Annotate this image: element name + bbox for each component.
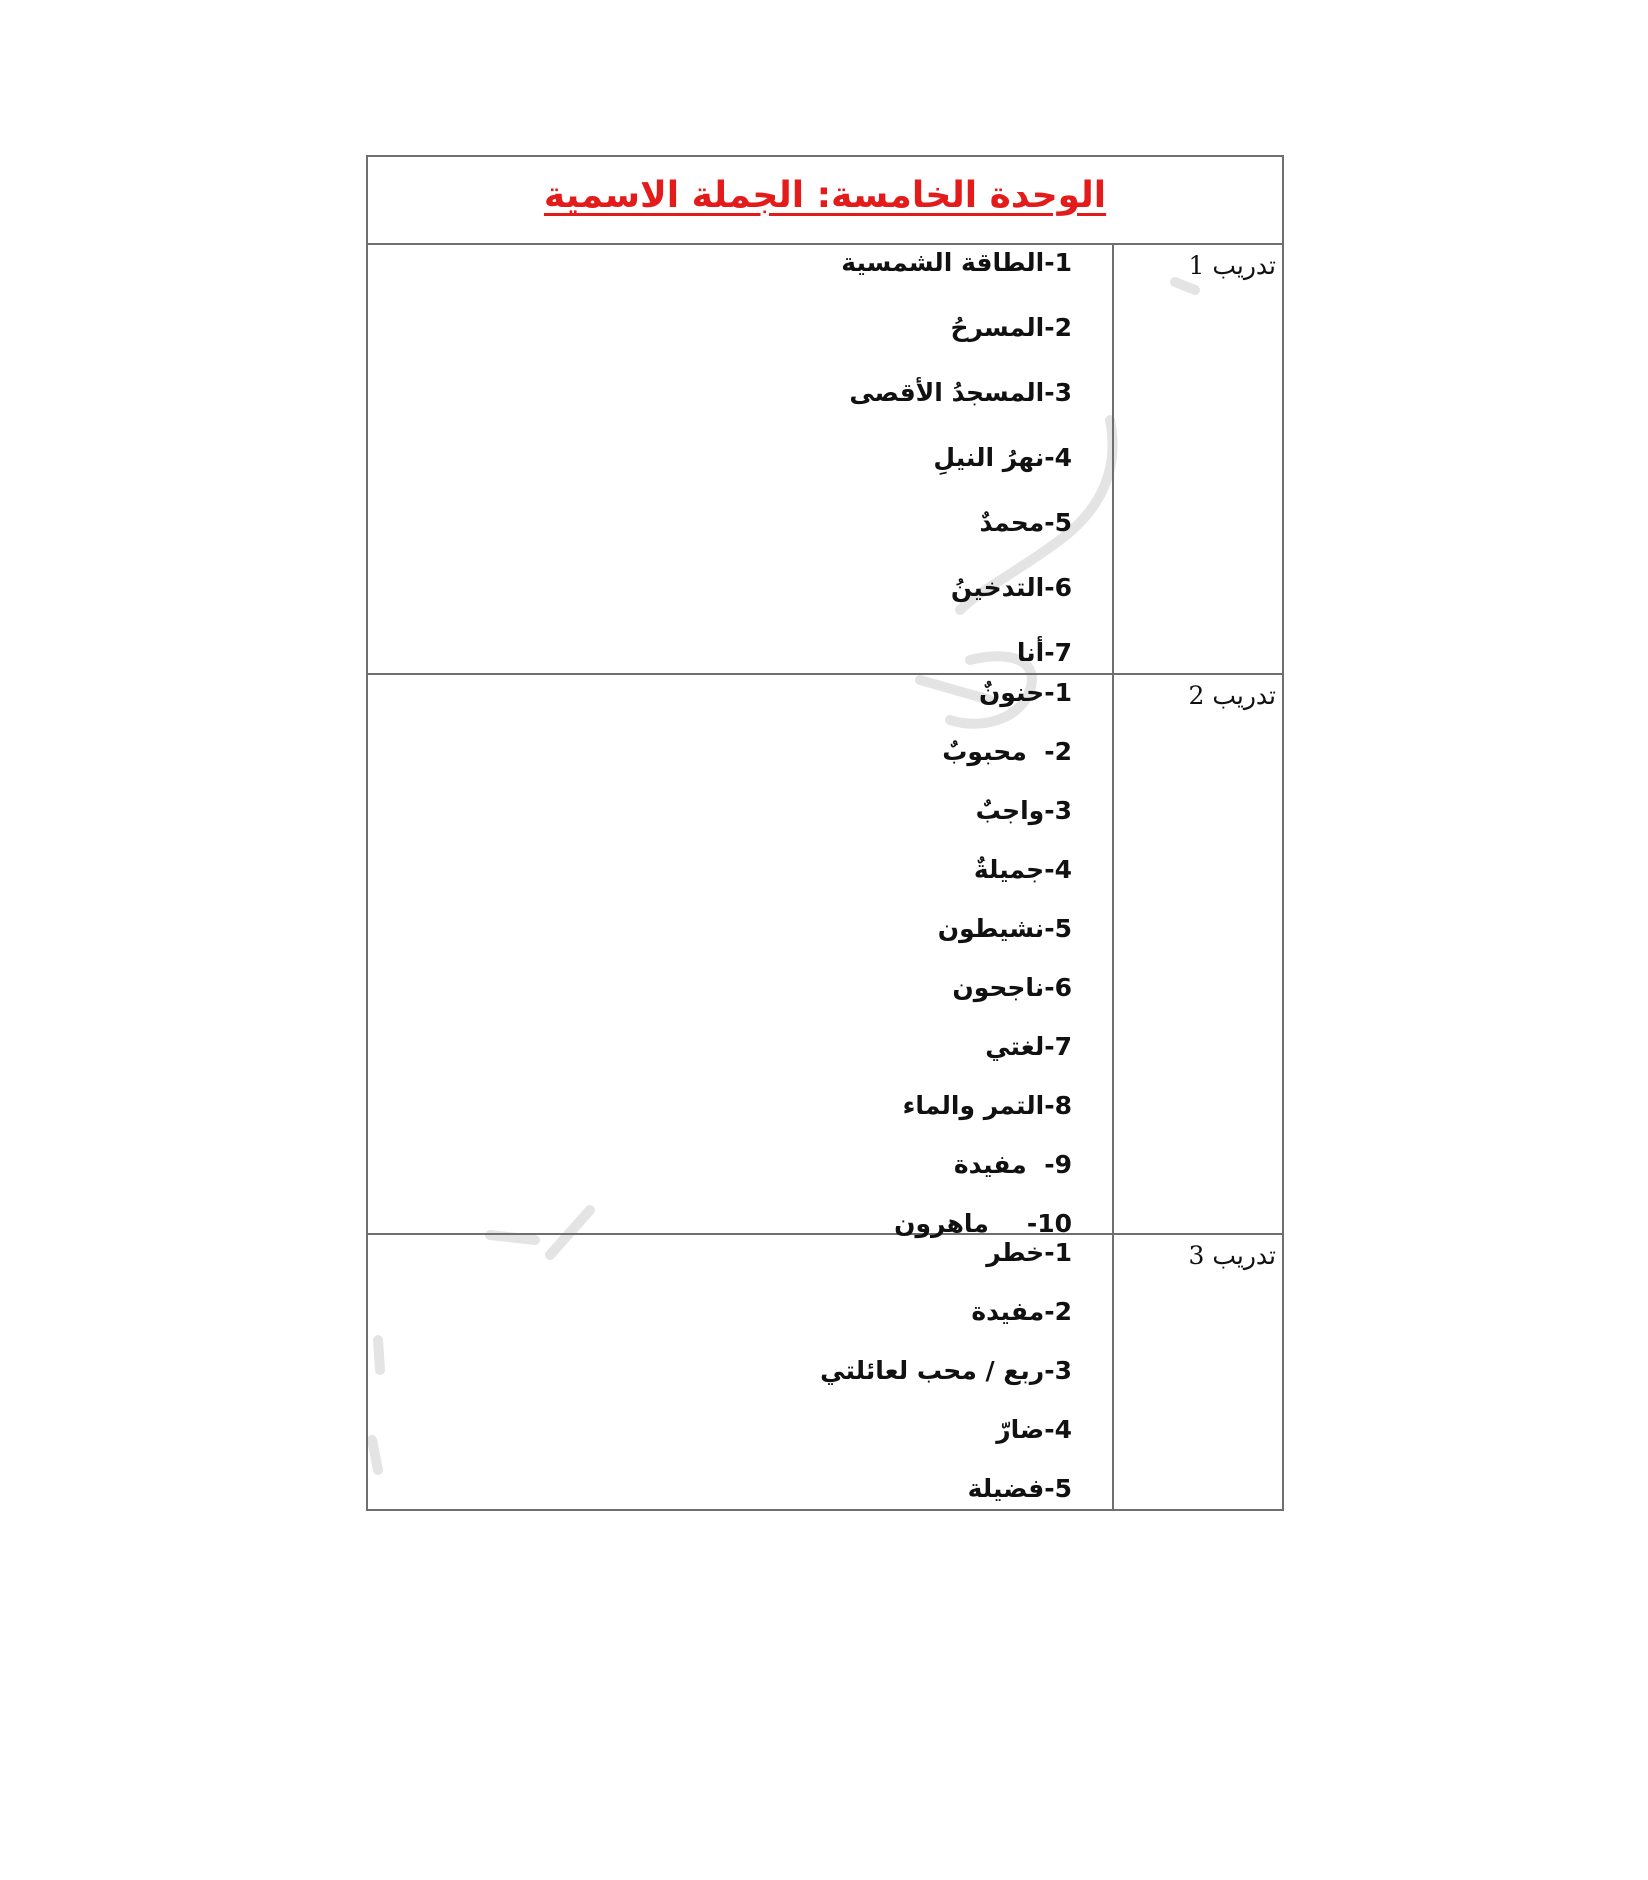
exercise-label: تدريب 1 <box>1188 251 1276 280</box>
item-number: 6 <box>1054 573 1072 602</box>
answer-item: 10-ماهرون <box>894 1209 1072 1238</box>
exercise-section-3 <box>368 1235 1282 1511</box>
item-text: أنا <box>1016 638 1045 667</box>
answer-item: 8-التمر والماء <box>902 1091 1072 1120</box>
answer-item: 2- محبوبٌ <box>942 737 1072 766</box>
answer-item: 4-نهرُ النيلِ <box>933 443 1072 472</box>
item-text: مفيدة <box>971 1297 1045 1326</box>
item-text: محمدٌ <box>979 508 1045 537</box>
item-text: محبوبٌ <box>942 737 1027 766</box>
answer-item: 2-المسرحُ <box>950 313 1072 342</box>
item-number: 4 <box>1054 855 1072 884</box>
item-number: 1 <box>1054 678 1072 707</box>
item-number: 1 <box>1054 248 1072 277</box>
exercise-label-cell <box>1112 1235 1282 1511</box>
item-number: 4 <box>1054 443 1072 472</box>
answer-table <box>366 155 1284 1511</box>
item-text: التدخينُ <box>950 573 1045 602</box>
answer-item: 9- مفيدة <box>953 1150 1072 1179</box>
item-number: 2 <box>1054 1297 1072 1326</box>
item-text: ربع / محب لعائلتي <box>820 1356 1045 1385</box>
item-text: ماهرون <box>894 1209 989 1238</box>
answer-item: 3-واجبٌ <box>975 796 1072 825</box>
answer-item: 5-محمدٌ <box>979 508 1072 537</box>
exercise-section-2 <box>368 675 1282 1238</box>
item-number: 10 <box>1037 1209 1072 1238</box>
item-text: التمر والماء <box>902 1091 1045 1120</box>
item-number: 9 <box>1054 1150 1072 1179</box>
item-text: حنونٌ <box>978 678 1045 707</box>
exercise-label: تدريب 2 <box>1188 681 1276 710</box>
exercise-label-cell <box>1112 245 1282 673</box>
item-number: 5 <box>1054 914 1072 943</box>
item-number: 8 <box>1054 1091 1072 1120</box>
item-text: فضيلة <box>967 1474 1045 1503</box>
answer-item: 7-لغتي <box>985 1032 1072 1061</box>
answer-list <box>820 1235 1072 1530</box>
item-text: نهرُ النيلِ <box>933 443 1045 472</box>
answer-item: 4-ضارّ <box>996 1415 1072 1444</box>
item-text: واجبٌ <box>975 796 1045 825</box>
item-number: 7 <box>1054 1032 1072 1061</box>
answer-item: 2-مفيدة <box>971 1297 1072 1326</box>
item-number: 6 <box>1054 973 1072 1002</box>
answer-item: 4-جميلةٌ <box>973 855 1072 884</box>
exercise-label-cell <box>1112 675 1282 1233</box>
answer-item: 6-التدخينُ <box>950 573 1072 602</box>
answer-item: 1-حنونٌ <box>978 678 1072 707</box>
exercise-label: تدريب 3 <box>1188 1241 1276 1270</box>
answer-item: 3-ربع / محب لعائلتي <box>820 1356 1072 1385</box>
item-number: 2 <box>1054 313 1072 342</box>
item-text: المسرحُ <box>950 313 1045 342</box>
item-text: جميلةٌ <box>973 855 1045 884</box>
item-number: 2 <box>1054 737 1072 766</box>
item-text: ضارّ <box>996 1415 1045 1444</box>
answer-list <box>841 245 1072 700</box>
item-text: لغتي <box>985 1032 1045 1061</box>
item-number: 3 <box>1054 378 1072 407</box>
item-text: نشيطون <box>937 914 1045 943</box>
answer-item: 7-أنا <box>1016 638 1072 667</box>
answer-item: 3-المسجدُ الأقصى <box>849 378 1072 407</box>
item-number: 4 <box>1054 1415 1072 1444</box>
page-title: الوحدة الخامسة: الجملة الاسمية <box>543 174 1107 216</box>
item-number: 3 <box>1054 1356 1072 1385</box>
item-number: 5 <box>1054 1474 1072 1503</box>
item-number: 3 <box>1054 796 1072 825</box>
item-text: مفيدة <box>953 1150 1027 1179</box>
answer-item: 1-الطاقة الشمسية <box>841 248 1072 277</box>
exercise-section-1 <box>368 245 1282 675</box>
item-number: 5 <box>1054 508 1072 537</box>
item-text: الطاقة الشمسية <box>841 248 1045 277</box>
item-number: 7 <box>1054 638 1072 667</box>
item-text: خطر <box>986 1238 1045 1267</box>
item-number: 1 <box>1054 1238 1072 1267</box>
answer-item: 5-نشيطون <box>937 914 1072 943</box>
answer-item: 5-فضيلة <box>967 1474 1072 1503</box>
answer-item: 1-خطر <box>986 1238 1072 1267</box>
item-text: ناجحون <box>952 973 1045 1002</box>
answer-list <box>894 675 1072 1265</box>
title-row <box>368 157 1282 245</box>
item-text: المسجدُ الأقصى <box>849 378 1045 407</box>
answer-item: 6-ناجحون <box>952 973 1072 1002</box>
